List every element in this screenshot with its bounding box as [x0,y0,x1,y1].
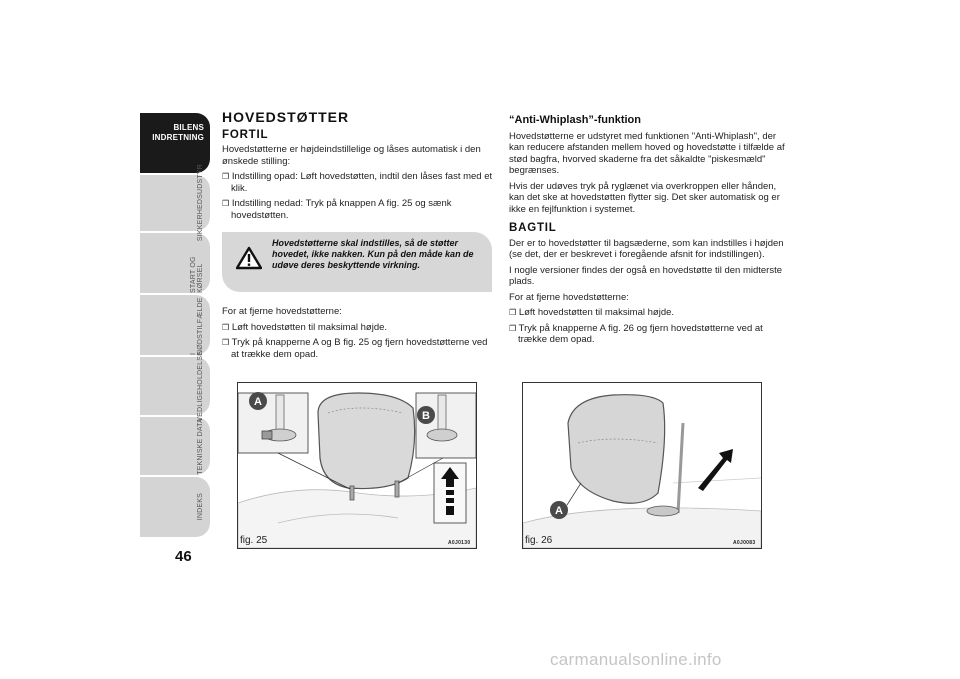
tab-label: START OG KØRSEL [190,256,204,293]
right-column [509,115,785,350]
paragraph: Der er to hovedstøtter til bagsæderne, som kan indstilles i højden (se det, der er beskrevet i foregående afsnit for indstillingen). [509,237,784,260]
list-item: ❒ Tryk på knapperne A og B fig. 25 og fjern hovedstøtterne ved at trække dem opad. [222,337,488,360]
bullet-box-icon: ❒ [509,323,517,333]
figure-25-code: A0J0130 [448,540,471,546]
label-a: A [555,505,563,517]
warning-triangle-icon [236,246,262,270]
section-title: HOVEDSTØTTER [222,109,350,125]
tab-i-nodstilfaelde[interactable] [140,295,210,355]
bullet-box-icon: ❒ [222,322,230,332]
chapter-sidebar [140,113,210,539]
list-item: ❒ Indstilling nedad: Tryk på knappen A fig. 25 og sænk hovedstøtten. [222,198,452,221]
paragraph: Hovedstøtterne er udstyret med funktionen "Anti-Whiplash", der kan reducere afstanden mellem hoved og hovedstøtte i tilfælde af stød bagfra, hvorved skaderne fra det såkaldte "piskesmæld" begrænses. [509,130,785,176]
remove-intro: For at fjerne hovedstøtterne: [222,306,342,317]
tab-label: SIKKERHEDSUDSTYR [197,164,204,242]
tab-vedligeholdelse[interactable] [140,350,210,422]
left-column [222,109,494,225]
paragraph: Hvis der udøves tryk på ryglænet via overkroppen eller hånden, kan det ske at hovedstøtten flytter sig. Det sker automatisk og er ikke en fejlfunktion i systemet. [509,180,780,215]
list-item: ❒ Indstilling opad: Løft hovedstøtten, indtil den låses fast med et klik. [222,171,493,194]
remove-intro: For at fjerne hovedstøtterne: [509,291,629,303]
subsection-title: BAGTIL [509,222,557,234]
paragraph: I nogle versioner findes der også en hovedstøtte til den midterste plads. [509,264,783,287]
tab-label: I NØDSTILFÆLDE [190,297,204,355]
tab-label: INDEKS [197,493,204,521]
page-number: 46 [175,548,192,565]
tab-tekniske-data[interactable] [140,417,210,475]
bullet-box-icon: ❒ [222,338,230,347]
tab-label: TEKNISKE DATA [197,417,204,475]
anti-whiplash-title: “Anti-Whiplash”-funktion [509,114,641,126]
tab-label: VEDLIGEHOLDELSE [197,350,204,422]
bullet-box-icon: ❒ [509,308,517,317]
headrest-front-illustration [238,383,476,548]
figure-26 [522,382,762,549]
warning-box [222,232,492,292]
label-a: A [254,396,262,408]
figure-26-code: A0J0083 [733,540,756,546]
subsection-title: FORTIL [222,128,269,141]
bullet-box-icon: ❒ [222,199,230,208]
tab-sikkerhedsudstyr[interactable] [140,164,210,242]
figure-25 [237,382,477,549]
bullet-box-icon: ❒ [222,172,230,181]
list-item: ❒ Løft hovedstøtten til maksimal højde. [222,321,388,333]
tab-indeks[interactable] [140,477,210,537]
figure-26-caption: fig. 26 [525,535,553,546]
figure-25-caption: fig. 25 [240,535,268,546]
tab-start-og-korsel[interactable] [140,233,210,293]
label-b: B [422,410,430,422]
watermark: carmanualsonline.info [550,650,722,669]
list-item: ❒ Tryk på knapperne A fig. 26 og fjern hovedstøtterne ved at trække dem opad. [509,322,763,345]
left-column-lower [222,306,494,364]
headrest-rear-illustration [523,383,761,548]
list-item: ❒ Løft hovedstøtten til maksimal højde. [509,307,675,318]
tab-label: BILENS INDRETNING [152,123,204,142]
intro-text: Hovedstøtterne er højdeindstillelige og låses automatisk i den ønskede stilling: [222,144,481,167]
warning-text: Hovedstøtterne skal indstilles, så de støtter hovedet, ikke nakken. Kun på den måde kan de udøve deres beskyttende virkning. [272,238,474,270]
